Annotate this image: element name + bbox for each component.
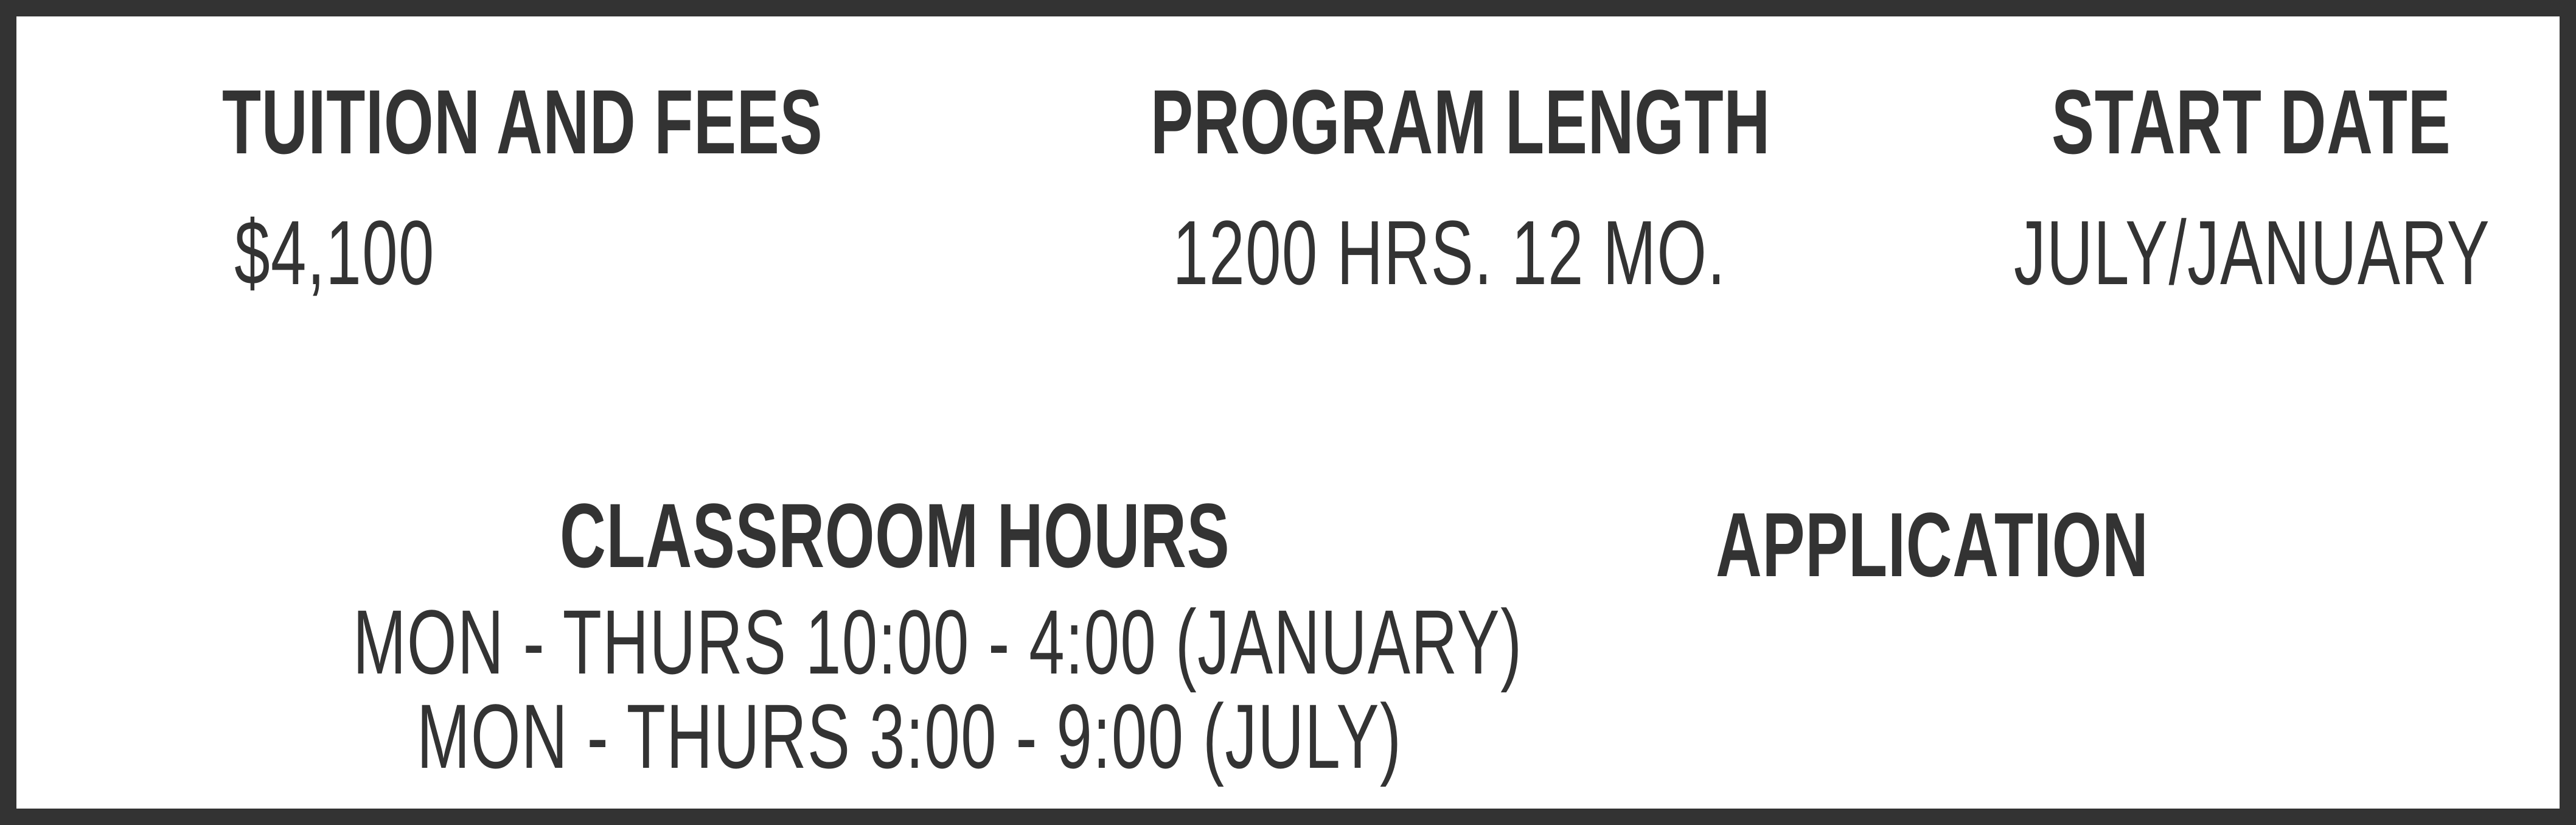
application-link[interactable]: APPLICATION (1716, 493, 2149, 596)
program-length-value: 1200 HRS. 12 MO. (1172, 201, 1726, 304)
start-date-value: JULY/JANUARY (2014, 201, 2491, 304)
program-length-heading: PROGRAM LENGTH (1150, 71, 1770, 173)
tuition-heading: TUITION AND FEES (222, 71, 823, 173)
classroom-hours-line: MON - THURS 3:00 - 9:00 (JULY) (417, 685, 1402, 787)
classroom-hours-line: MON - THURS 10:00 - 4:00 (JANUARY) (353, 591, 1523, 693)
classroom-hours-heading: CLASSROOM HOURS (560, 484, 1230, 587)
start-date-heading: START DATE (2052, 71, 2451, 173)
tuition-value: $4,100 (234, 201, 435, 304)
